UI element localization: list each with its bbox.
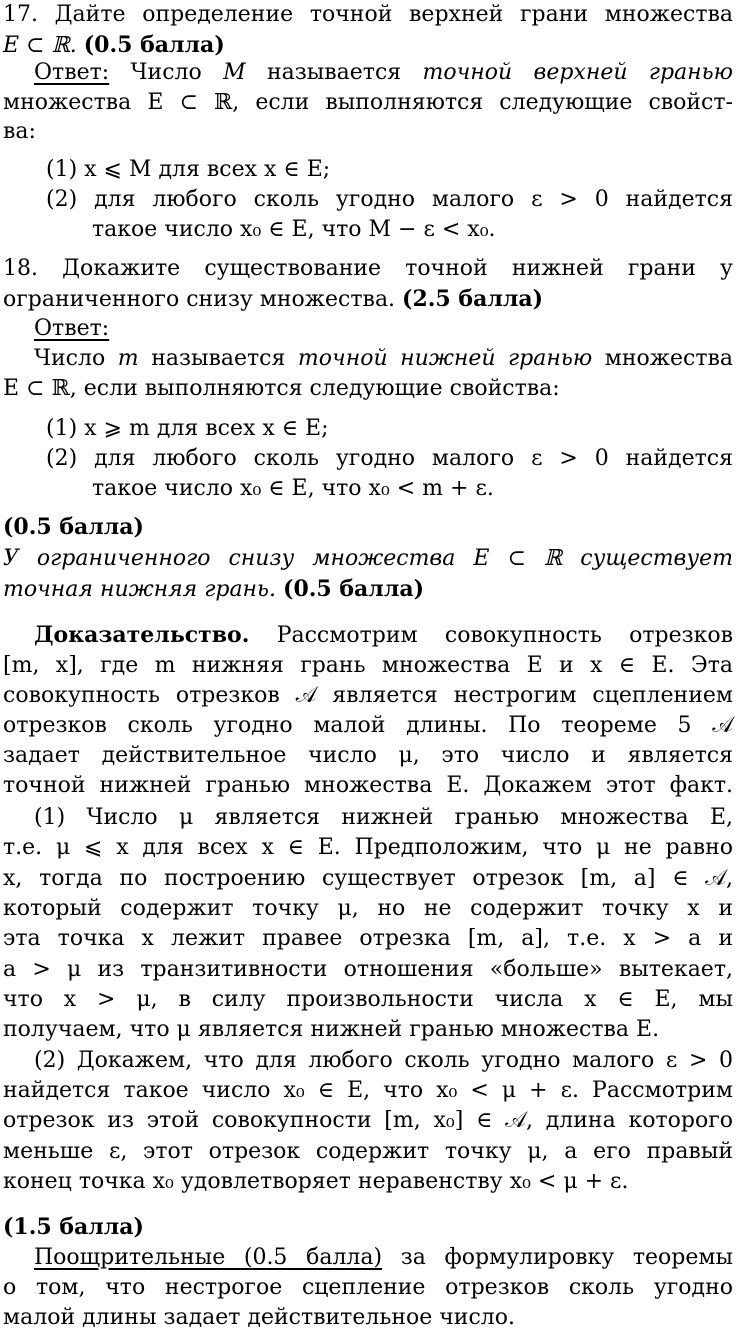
q18-score-1: (0.5 балла): [3, 514, 144, 540]
q17-line-4: множества E ⊂ ℝ, если выполняются следующие свойст-: [3, 90, 733, 115]
q17-line-2: [3, 30, 733, 60]
q18-text: множества: [604, 346, 734, 371]
q18-text: ограниченного снизу множества.: [3, 287, 396, 312]
bonus-line-2: о том, что нестрогое сцепление отрезков сколь угодно: [3, 1275, 733, 1300]
theorem-score: (0.5 балла): [283, 576, 424, 602]
proof-line-11: эта точка x лежит правее отрезка [m, a], т.е. x > a и: [3, 926, 733, 951]
proof-line-17: отрезок из этой совокупности [m, x₀] ∈ 𝒜, длина которого: [3, 1108, 733, 1133]
q18-line-3: [34, 344, 733, 374]
final-score: (1.5 балла): [3, 1214, 144, 1240]
q17-term: точной верхней гранью: [422, 60, 734, 85]
q17-answer-line: [34, 58, 733, 88]
q17-set: E ⊂ ℝ.: [3, 33, 77, 58]
bonus-label: Поощрительные (0.5 балла): [34, 1245, 383, 1270]
proof-line-9: x, тогда по построению существует отрезок [m, a] ∈ 𝒜,: [3, 866, 733, 891]
q18-text: называется: [151, 346, 286, 371]
q18-line-1: 18. Докажите существование точной нижней грани у: [3, 256, 733, 281]
q18-property-2: (2) для любого сколь угодно малого ε > 0 найдется: [46, 446, 733, 471]
q17-property-2-cont: такое число x₀ ∈ E, что M − ε < x₀.: [92, 217, 496, 242]
bonus-line-1: [34, 1243, 733, 1273]
proof-heading: Доказательство.: [34, 622, 250, 648]
proof-line-4: отрезков сколь угодно малой длины. По теореме 5 𝒜: [3, 713, 733, 738]
q17-line-1: 17. Дайте определение точной верхней грани множества: [3, 2, 733, 27]
proof-line-13: что x > μ, в силу произвольности числа x ∈ E, мы: [3, 987, 733, 1012]
q18-symbol: m: [117, 346, 139, 371]
proof-line-16: найдется такое число x₀ ∈ E, что x₀ < μ + ε. Рассмотрим: [3, 1078, 733, 1103]
theorem-line-1: У ограниченного снизу множества E ⊂ ℝ существует: [3, 546, 733, 571]
q18-property-1: (1) x ⩾ m для всех x ∈ E;: [46, 416, 329, 441]
bonus-text: за формулировку теоремы: [400, 1245, 733, 1270]
theorem-line-2: [3, 574, 733, 604]
q18-term: точной нижней гранью: [297, 346, 593, 371]
q17-text: Число: [130, 60, 202, 85]
proof-line-6: точной нижней гранью множества E. Докажем этот факт.: [3, 773, 733, 798]
proof-line-18: меньше ε, этот отрезок содержит точку μ, а его правый: [3, 1139, 733, 1164]
bonus-line-3: малой длины задает действительное число.: [3, 1305, 515, 1330]
proof-line-1: [34, 620, 733, 650]
proof-line-15: (2) Докажем, что для любого сколь угодно малого ε > 0: [34, 1048, 733, 1073]
q17-property-2: (2) для любого сколь угодно малого ε > 0 найдется: [46, 187, 733, 212]
proof-text: Рассмотрим совокупность отрезков: [276, 623, 734, 648]
q17-property-1: (1) x ⩽ M для всех x ∈ E;: [46, 157, 331, 182]
q17-line-5: ва:: [3, 119, 36, 144]
proof-line-7: (1) Число μ является нижней гранью множества E,: [34, 805, 733, 830]
proof-line-3: совокупность отрезков 𝒜 является нестрогим сцеплением: [3, 683, 733, 708]
proof-line-19: конец точка x₀ удовлетворяет неравенству x₀ < μ + ε.: [3, 1169, 629, 1194]
theorem-text: точная нижняя грань.: [3, 577, 277, 602]
q18-property-2-cont: такое число x₀ ∈ E, что x₀ < m + ε.: [92, 476, 494, 501]
q18-line-4: E ⊂ ℝ, если выполняются следующие свойства:: [3, 376, 560, 401]
q17-symbol: M: [223, 60, 246, 85]
q18-answer-label: Ответ:: [34, 316, 110, 341]
q18-answer-line: [34, 314, 733, 344]
q18-line-2: [3, 284, 733, 314]
proof-line-5: задает действительное число μ, это число и является: [3, 743, 733, 768]
proof-line-2: [m, x], где m нижняя грань множества E и x ∈ E. Эта: [3, 653, 733, 678]
proof-line-12: a > μ из транзитивности отношения «больше» вытекает,: [3, 957, 733, 982]
q17-score: (0.5 балла): [83, 32, 225, 58]
q17-answer-label: Ответ:: [34, 60, 110, 85]
q17-text: называется: [266, 60, 402, 85]
proof-line-10: который содержит точку μ, но не содержит точку x и: [3, 896, 733, 921]
proof-line-8: т.е. μ ⩽ x для всех x ∈ E. Предположим, что μ не равно: [3, 835, 733, 860]
proof-line-14: получаем, что μ является нижней гранью множества E.: [3, 1017, 660, 1042]
q18-score: (2.5 балла): [402, 286, 544, 312]
q18-text: Число: [34, 346, 106, 371]
